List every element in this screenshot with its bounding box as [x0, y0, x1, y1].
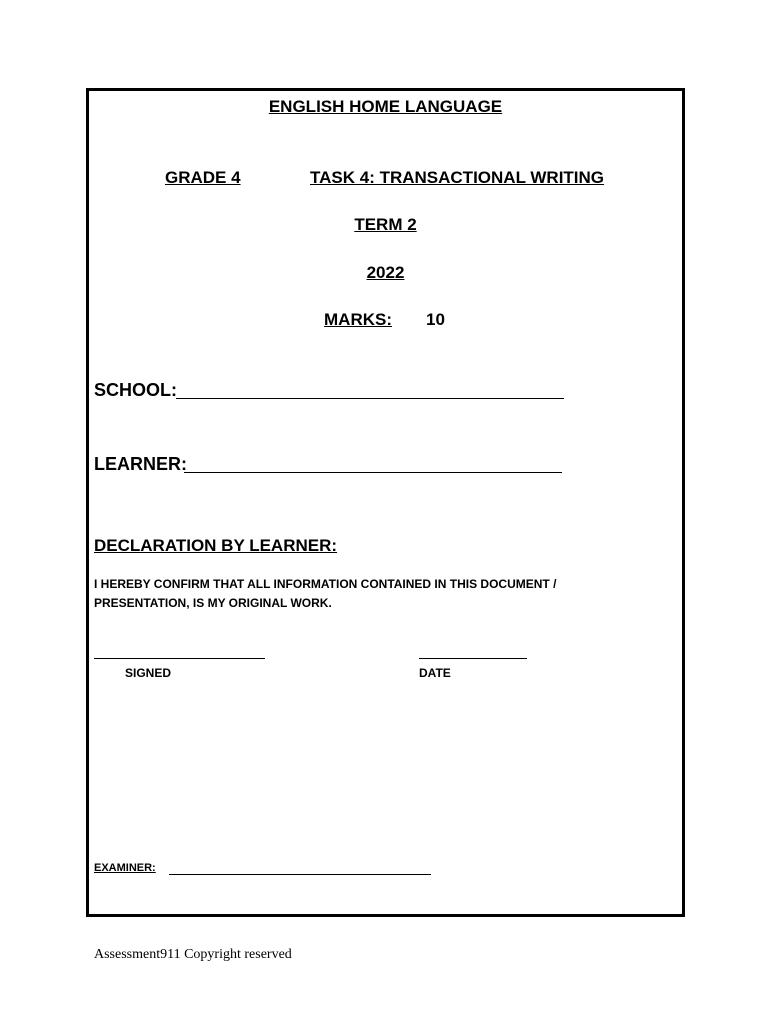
declaration-line-1: I HEREBY CONFIRM THAT ALL INFORMATION CONTAINED IN THIS DOCUMENT / [94, 577, 557, 591]
subject-title: ENGLISH HOME LANGUAGE [268, 97, 503, 116]
school-label: SCHOOL: [94, 380, 177, 400]
copyright-footer: Assessment911 Copyright reserved [94, 947, 292, 962]
grade-label: GRADE 4 [165, 168, 241, 187]
declaration-heading: DECLARATION BY LEARNER: [94, 536, 338, 555]
date-label: DATE [419, 666, 451, 680]
cover-page-frame [86, 88, 685, 917]
learner-input-line[interactable] [184, 472, 562, 473]
year-label: 2022 [366, 263, 405, 282]
term-label: TERM 2 [354, 215, 417, 234]
date-line[interactable] [419, 658, 527, 659]
signed-label: SIGNED [125, 666, 172, 680]
examiner-label: EXAMINER: [94, 862, 156, 874]
task-title: TASK 4: TRANSACTIONAL WRITING [310, 168, 605, 187]
marks-label: MARKS: [324, 310, 392, 329]
examiner-input-line[interactable] [169, 874, 431, 875]
school-input-line[interactable] [176, 398, 564, 399]
declaration-line-2: PRESENTATION, IS MY ORIGINAL WORK. [94, 596, 332, 610]
signature-line[interactable] [94, 658, 265, 659]
marks-value: 10 [426, 310, 445, 329]
learner-label: LEARNER: [94, 454, 187, 474]
